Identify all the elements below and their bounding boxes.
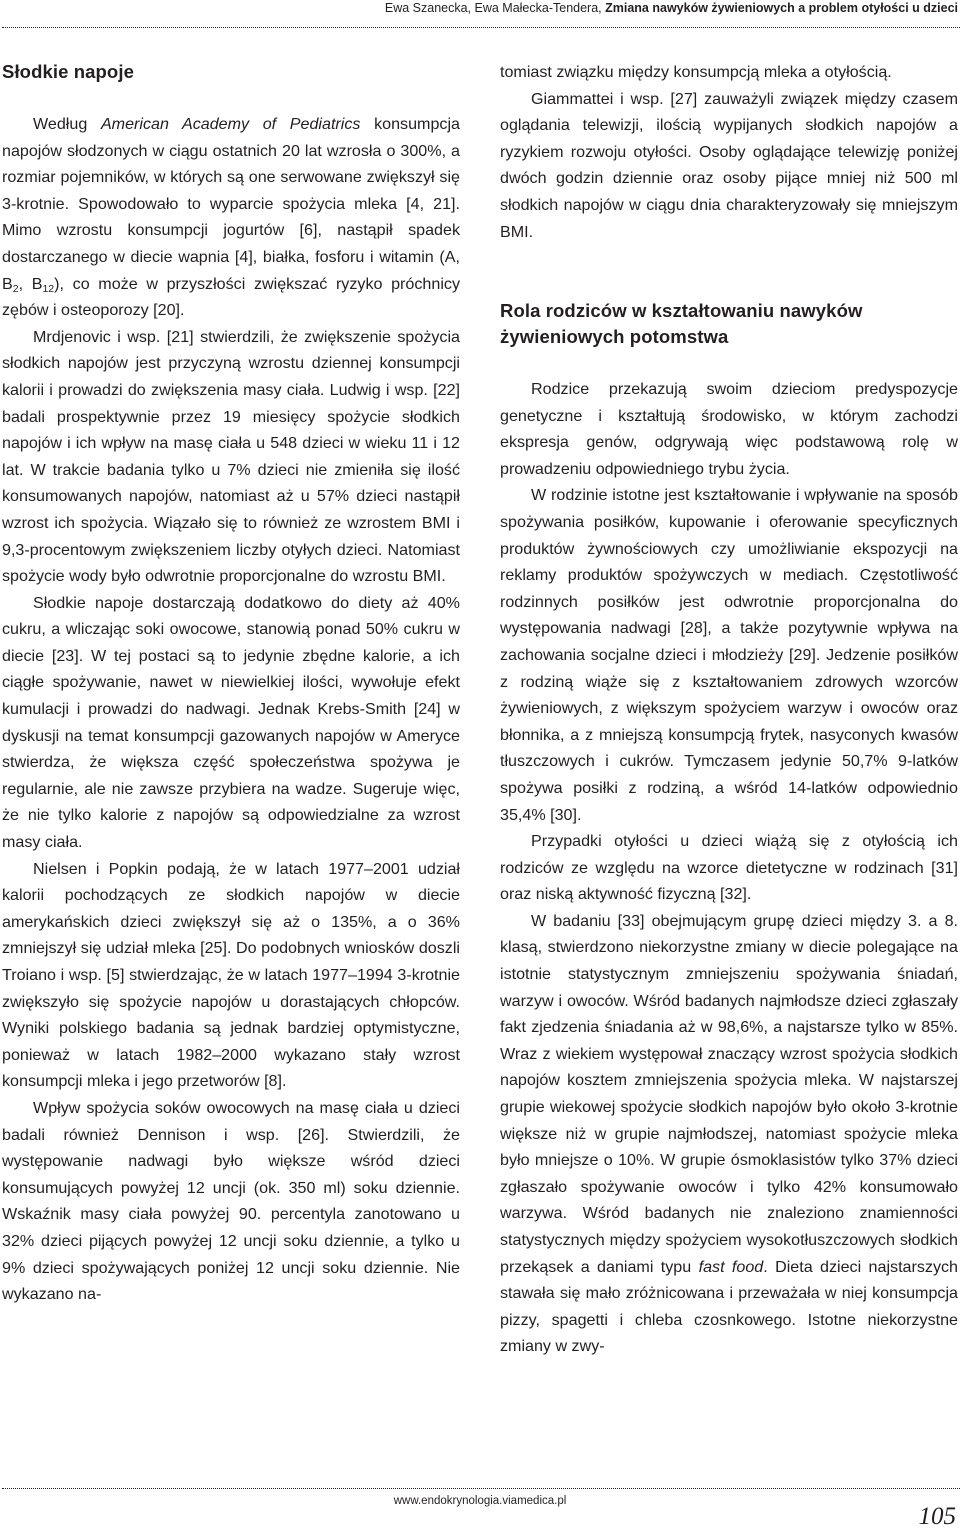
section-heading-sweet-drinks: Słodkie napoje: [2, 61, 134, 82]
paragraph: Przypadki otyłości u dzieci wiążą się z otyłością ich rodziców ze względu na wzorce dietetyczne w rodzinach [31] oraz niską aktywność fizyczną [32].: [500, 832, 958, 904]
paragraph: Mrdjenovic i wsp. [21] stwierdzili, że zwiększenie spożycia słodkich napojów jest przyczyną wzrostu dziennej konsumpcji kalorii i prowadzi do zwiększenia masy ciała. Ludwig i wsp. [22] badali prospektywnie przez 19 miesięcy spożycie słodkich napojów i ich wpływ na masę ciała u 548 dzieci w wieku 11 i 12 lat. W trakcie badania tylko u 7% dzieci nie zmieniła się ilość konsumowanych napojów, natomiast aż u 57% dzieci nastąpił wzrost ich spożycia. Wiązało się to również ze wzrostem BMI i 9,3-procentowym zwiększeniem liczby otyłych dzieci. Natomiast spożycie wody było odwrotnie proporcjonalne do wzrostu BMI.: [2, 327, 460, 586]
right-column-body-top: [500, 59, 958, 245]
paragraph: Giammattei i wsp. [27] zauważyli związek między czasem oglądania telewizji, ilością wypijanych słodkich napojów a ryzykiem rozwoju otyłości. Osoby oglądające telewizję poniżej dwóch godzin dziennie oraz osoby pijące mniej niż 500 ml słodkich napojów w ciągu dnia charakteryzowały się mniejszym BMI.: [500, 89, 958, 241]
text-run: . Dieta dzieci najstarszych stawała się mało zróżnicowana i przeważała w niej konsumpcja pizzy, spagetti i chleba czosnkowego. Istotne niekorzystne zmiany w zwy-: [500, 1257, 958, 1356]
paragraph: Wpływ spożycia soków owocowych na masę ciała u dzieci badali również Dennison i wsp. [26]. Stwierdzili, że występowanie nadwagi było większe wśród dzieci konsumujących powyżej 12 uncji (ok. 350 ml) soku dziennie. Wskaźnik masy ciała powyżej 90. percentyla zanotowano u 32% dzieci pijących powyżej 12 uncji soku dziennie, a tylko u 9% dzieci spożywających poniżej 12 uncji soku dziennie. Nie wykazano na-: [2, 1098, 460, 1304]
emphasis-term: fast food: [698, 1257, 764, 1276]
emphasis-organization: American Academy of Pediatrics: [100, 115, 361, 133]
paragraph: [2, 111, 460, 324]
text-run: , B: [18, 274, 43, 293]
page-number: 105: [918, 1503, 956, 1530]
text-run: W badaniu [33] obejmującym grupę dzieci między 3. a 8. klasą, stwierdzono niekorzystne zmiany w diecie polegające na istotnie statystycznym zmniejszeniu spożywania śniadań, warzyw i owoców. Wśród badanych najmłodsze dzieci zgłaszały fakt zjedzenia śniadania aż w 98,6%, a najstarsze tylko w 85%. Wraz z wiekiem występował znaczący wzrost spożycia słodkich napojów kosztem zmniejszenia spożycia mleka. W najstarszej grupie wiekowej spożycie słodkich napojów było około 3-krotnie większe niż w grupie najmłodszej, natomiast spożycie mleka było mniejsze o 10%. W grupie ósmoklasistów tylko 37% dzieci zgłaszało spożywanie owoców i tylko 42% konsumowało warzywa. Wśród badanych nie znaleziono znamienności statystycznych między spożyciem wysokotłuszczowych słodkich przekąsek a daniami typu: [500, 911, 958, 1276]
paragraph: [500, 908, 958, 1360]
running-header: [2, 0, 958, 16]
text-run: konsumpcja napojów słodzonych w ciągu ostatnich 20 lat wzrosła o 300%, a rozmiar pojemników, w których są one serwowane zwiększył się 3-krotnie. Spowodowało to wyparcie spożycia mleka [4, 21]. Mimo wzrostu konsumpcji jogurtów [6], nastąpił spadek dostarczanego w diecie wapnia [4], białka, fosforu i witamin (A, B: [2, 115, 460, 293]
paragraph: Rodzice przekazują swoim dzieciom predyspozycje genetyczne i kształtują środowisko, w którym zachodzi ekspresja genów, odgrywają więc podstawową rolę w prowadzeniu odpowiedniego trybu życia.: [500, 380, 958, 478]
text-run: Według: [33, 115, 101, 133]
right-column-body: [500, 376, 958, 1360]
subscript: 2: [12, 282, 19, 295]
header-article-title: Zmiana nawyków żywieniowych a problem otyłości u dzieci: [605, 1, 958, 15]
paragraph: Słodkie napoje dostarczają dodatkowo do diety aż 40% cukru, a wliczając soki owocowe, stanowią ponad 50% cukru w diecie [23]. W tej postaci są to jedynie zbędne kalorie, a ich ciągłe spożywanie, nawet w niewielkiej ilości, wywołuje efekt kumulacji i prowadzi do nadwagi. Jednak Krebs-Smith [24] w dyskusji na temat konsumpcji gazowanych napojów w Ameryce stwierdza, że większa część społeczeństwa spożywa je regularnie, ale nie zawsze przybiera na wadze. Sugeruje więc, że nie tylko kalorie z napojów są odpowiedzialne za wzrost masy ciała.: [2, 593, 460, 852]
text-run: ), co może w przyszłości zwiększać ryzyko próchnicy zębów i osteoporozy [20].: [2, 274, 460, 320]
section-heading-parents-role: Rola rodziców w kształtowaniu nawyków żywieniowych potomstwa: [500, 300, 863, 347]
paragraph: tomiast związku między konsumpcją mleka a otyłością.: [500, 63, 892, 81]
paragraph: Nielsen i Popkin podają, że w latach 1977–2001 udział kalorii pochodzących ze słodkich napojów w diecie amerykańskich dzieci zwiększył się aż o 135%, a o 36% zmniejszył się udział mleka [25]. Do podobnych wniosków doszli Troiano i wsp. [5] stwierdzając, że w latach 1977–1994 3-krotnie zwiększyło się spożycie napojów u dorastających chłopców. Wyniki polskiego badania są jednak bardziej optymistyczne, ponieważ w latach 1982–2000 wykazano stały wzrost konsumpcji mleka i jego przetworów [8].: [2, 859, 460, 1091]
footer-divider: [2, 1488, 960, 1489]
left-column-body: [2, 111, 460, 1308]
subscript: 12: [42, 282, 55, 295]
header-authors: Ewa Szanecka, Ewa Małecka-Tendera,: [384, 1, 602, 15]
footer-url: www.endokrynologia.viamedica.pl: [393, 1495, 567, 1507]
header-divider: [2, 27, 960, 28]
paragraph: W rodzinie istotne jest kształtowanie i wpływanie na sposób spożywania posiłków, kupowanie i oferowanie specyficznych produktów żywnościowych czy umożliwianie ekspozycji na reklamy produktów spożywczych w mediach. Częstotliwość rodzinnych posiłków jest odwrotnie proporcjonalna do występowania nadwagi [28], a także pozytywnie wpływa na zachowania socjalne dzieci i młodzieży [29]. Jedzenie posiłków z rodziną wiąże się z kształtowaniem zdrowych wzorców żywieniowych, z większym spożyciem warzyw i owoców oraz błonnika, a z mniejszą konsumpcją frytek, nasyconych kwasów tłuszczowych i cukrów. Tymczasem jedynie 50,7% 9-latków spożywa posiłki z rodziną, a wśród 14-latków odpowiednio 35,4% [30].: [500, 486, 958, 824]
